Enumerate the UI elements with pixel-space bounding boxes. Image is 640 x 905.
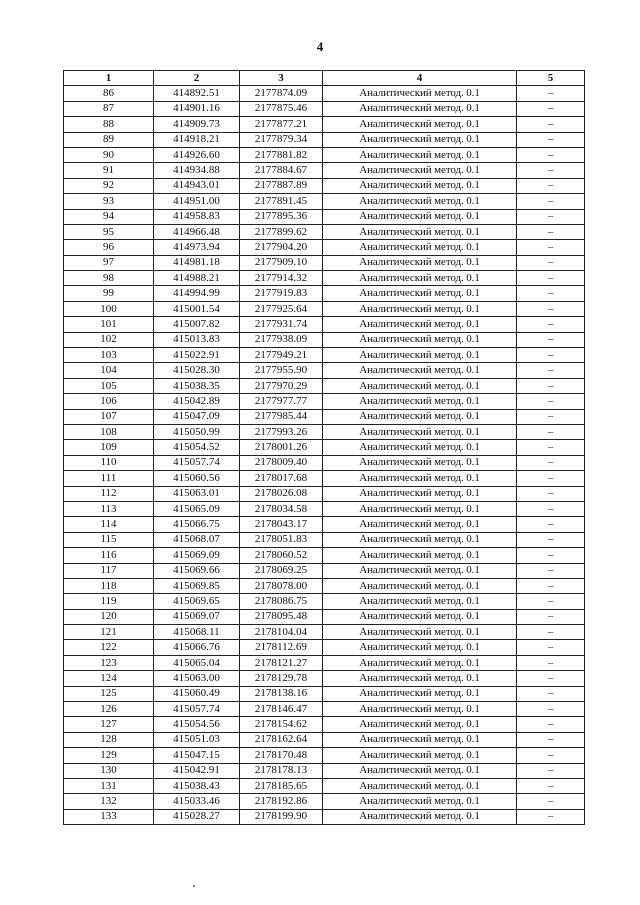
note-cell: – (517, 717, 585, 732)
note-cell: – (517, 440, 585, 455)
note-cell: – (517, 409, 585, 424)
note-cell: – (517, 471, 585, 486)
method-cell: Аналитический метод. 0.1 (323, 471, 517, 486)
x-coordinate-cell: 415050.99 (154, 424, 240, 439)
x-coordinate-cell: 414958.83 (154, 209, 240, 224)
note-cell: – (517, 240, 585, 255)
table-row (64, 363, 585, 378)
note-cell: – (517, 101, 585, 116)
point-number-cell: 100 (64, 301, 154, 316)
y-coordinate-cell: 2177904.20 (240, 240, 323, 255)
table-row (64, 424, 585, 439)
x-coordinate-cell: 414994.99 (154, 286, 240, 301)
method-cell: Аналитический метод. 0.1 (323, 163, 517, 178)
scan-speck (193, 885, 195, 887)
x-coordinate-cell: 415068.11 (154, 625, 240, 640)
x-coordinate-cell: 415069.85 (154, 578, 240, 593)
method-cell: Аналитический метод. 0.1 (323, 194, 517, 209)
point-number-cell: 91 (64, 163, 154, 178)
method-cell: Аналитический метод. 0.1 (323, 578, 517, 593)
note-cell: – (517, 271, 585, 286)
y-coordinate-cell: 2177881.82 (240, 147, 323, 162)
x-coordinate-cell: 415007.82 (154, 317, 240, 332)
method-cell: Аналитический метод. 0.1 (323, 686, 517, 701)
note-cell: – (517, 455, 585, 470)
note-cell: – (517, 378, 585, 393)
table-row (64, 271, 585, 286)
x-coordinate-cell: 414951.00 (154, 194, 240, 209)
y-coordinate-cell: 2178192.86 (240, 794, 323, 809)
x-coordinate-cell: 415065.09 (154, 501, 240, 516)
table-row (64, 163, 585, 178)
table-row (64, 748, 585, 763)
table-row (64, 378, 585, 393)
header-col-4: 4 (323, 71, 517, 86)
point-number-cell: 123 (64, 655, 154, 670)
point-number-cell: 124 (64, 671, 154, 686)
method-cell: Аналитический метод. 0.1 (323, 209, 517, 224)
note-cell: – (517, 424, 585, 439)
table-row (64, 224, 585, 239)
method-cell: Аналитический метод. 0.1 (323, 424, 517, 439)
method-cell: Аналитический метод. 0.1 (323, 409, 517, 424)
table-row (64, 147, 585, 162)
table-row (64, 178, 585, 193)
x-coordinate-cell: 415068.07 (154, 532, 240, 547)
method-cell: Аналитический метод. 0.1 (323, 778, 517, 793)
x-coordinate-cell: 414901.16 (154, 101, 240, 116)
table-row (64, 240, 585, 255)
note-cell: – (517, 809, 585, 824)
table-row (64, 86, 585, 101)
table-row (64, 286, 585, 301)
x-coordinate-cell: 415047.15 (154, 748, 240, 763)
method-cell: Аналитический метод. 0.1 (323, 671, 517, 686)
x-coordinate-cell: 415022.91 (154, 348, 240, 363)
x-coordinate-cell: 414926.60 (154, 147, 240, 162)
note-cell: – (517, 609, 585, 624)
y-coordinate-cell: 2177877.21 (240, 117, 323, 132)
x-coordinate-cell: 415042.91 (154, 763, 240, 778)
y-coordinate-cell: 2177977.77 (240, 394, 323, 409)
table-body (64, 86, 585, 825)
method-cell: Аналитический метод. 0.1 (323, 332, 517, 347)
note-cell: – (517, 532, 585, 547)
method-cell: Аналитический метод. 0.1 (323, 455, 517, 470)
note-cell: – (517, 486, 585, 501)
point-number-cell: 122 (64, 640, 154, 655)
y-coordinate-cell: 2178034.58 (240, 501, 323, 516)
point-number-cell: 131 (64, 778, 154, 793)
note-cell: – (517, 563, 585, 578)
y-coordinate-cell: 2177909.10 (240, 255, 323, 270)
method-cell: Аналитический метод. 0.1 (323, 548, 517, 563)
x-coordinate-cell: 415051.03 (154, 732, 240, 747)
y-coordinate-cell: 2178185.65 (240, 778, 323, 793)
table-row (64, 409, 585, 424)
point-number-cell: 109 (64, 440, 154, 455)
note-cell: – (517, 286, 585, 301)
table-row (64, 717, 585, 732)
note-cell: – (517, 778, 585, 793)
table-row (64, 532, 585, 547)
point-number-cell: 94 (64, 209, 154, 224)
point-number-cell: 119 (64, 594, 154, 609)
y-coordinate-cell: 2178112.69 (240, 640, 323, 655)
table-row (64, 778, 585, 793)
x-coordinate-cell: 415038.35 (154, 378, 240, 393)
method-cell: Аналитический метод. 0.1 (323, 394, 517, 409)
note-cell: – (517, 763, 585, 778)
table-row (64, 317, 585, 332)
x-coordinate-cell: 415013.83 (154, 332, 240, 347)
y-coordinate-cell: 2177899.62 (240, 224, 323, 239)
y-coordinate-cell: 2178146.47 (240, 702, 323, 717)
point-number-cell: 121 (64, 625, 154, 640)
method-cell: Аналитический метод. 0.1 (323, 609, 517, 624)
table-row (64, 517, 585, 532)
y-coordinate-cell: 2178121.27 (240, 655, 323, 670)
x-coordinate-cell: 415054.52 (154, 440, 240, 455)
x-coordinate-cell: 414943.01 (154, 178, 240, 193)
table-row (64, 194, 585, 209)
point-number-cell: 101 (64, 317, 154, 332)
point-number-cell: 115 (64, 532, 154, 547)
x-coordinate-cell: 415057.74 (154, 702, 240, 717)
table-row (64, 640, 585, 655)
point-number-cell: 114 (64, 517, 154, 532)
point-number-cell: 93 (64, 194, 154, 209)
y-coordinate-cell: 2177938.09 (240, 332, 323, 347)
header-col-3: 3 (240, 71, 323, 86)
method-cell: Аналитический метод. 0.1 (323, 517, 517, 532)
table-row (64, 117, 585, 132)
note-cell: – (517, 625, 585, 640)
method-cell: Аналитический метод. 0.1 (323, 794, 517, 809)
method-cell: Аналитический метод. 0.1 (323, 301, 517, 316)
y-coordinate-cell: 2178017.68 (240, 471, 323, 486)
point-number-cell: 107 (64, 409, 154, 424)
y-coordinate-cell: 2178026.08 (240, 486, 323, 501)
point-number-cell: 120 (64, 609, 154, 624)
method-cell: Аналитический метод. 0.1 (323, 317, 517, 332)
point-number-cell: 112 (64, 486, 154, 501)
point-number-cell: 88 (64, 117, 154, 132)
note-cell: – (517, 517, 585, 532)
point-number-cell: 98 (64, 271, 154, 286)
note-cell: – (517, 224, 585, 239)
y-coordinate-cell: 2178138.16 (240, 686, 323, 701)
method-cell: Аналитический метод. 0.1 (323, 532, 517, 547)
y-coordinate-cell: 2177914.32 (240, 271, 323, 286)
note-cell: – (517, 86, 585, 101)
table-row (64, 625, 585, 640)
header-col-5: 5 (517, 71, 585, 86)
method-cell: Аналитический метод. 0.1 (323, 132, 517, 147)
note-cell: – (517, 686, 585, 701)
point-number-cell: 126 (64, 702, 154, 717)
x-coordinate-cell: 414918.21 (154, 132, 240, 147)
x-coordinate-cell: 415057.74 (154, 455, 240, 470)
y-coordinate-cell: 2177949.21 (240, 348, 323, 363)
point-number-cell: 127 (64, 717, 154, 732)
y-coordinate-cell: 2178043.17 (240, 517, 323, 532)
method-cell: Аналитический метод. 0.1 (323, 640, 517, 655)
y-coordinate-cell: 2177955.90 (240, 363, 323, 378)
method-cell: Аналитический метод. 0.1 (323, 763, 517, 778)
table-row (64, 609, 585, 624)
x-coordinate-cell: 415069.66 (154, 563, 240, 578)
point-number-cell: 103 (64, 348, 154, 363)
y-coordinate-cell: 2177993.26 (240, 424, 323, 439)
note-cell: – (517, 301, 585, 316)
table-row (64, 809, 585, 824)
method-cell: Аналитический метод. 0.1 (323, 748, 517, 763)
y-coordinate-cell: 2177931.74 (240, 317, 323, 332)
x-coordinate-cell: 414966.48 (154, 224, 240, 239)
table-row (64, 209, 585, 224)
note-cell: – (517, 548, 585, 563)
method-cell: Аналитический метод. 0.1 (323, 363, 517, 378)
x-coordinate-cell: 415028.30 (154, 363, 240, 378)
table-row (64, 332, 585, 347)
table-row (64, 763, 585, 778)
table-row (64, 594, 585, 609)
point-number-cell: 111 (64, 471, 154, 486)
x-coordinate-cell: 415047.09 (154, 409, 240, 424)
table-row (64, 255, 585, 270)
table-row (64, 686, 585, 701)
method-cell: Аналитический метод. 0.1 (323, 224, 517, 239)
point-number-cell: 128 (64, 732, 154, 747)
x-coordinate-cell: 415069.65 (154, 594, 240, 609)
x-coordinate-cell: 414988.21 (154, 271, 240, 286)
point-number-cell: 108 (64, 424, 154, 439)
point-number-cell: 87 (64, 101, 154, 116)
note-cell: – (517, 163, 585, 178)
method-cell: Аналитический метод. 0.1 (323, 378, 517, 393)
y-coordinate-cell: 2178086.75 (240, 594, 323, 609)
x-coordinate-cell: 415063.01 (154, 486, 240, 501)
note-cell: – (517, 394, 585, 409)
method-cell: Аналитический метод. 0.1 (323, 255, 517, 270)
note-cell: – (517, 332, 585, 347)
method-cell: Аналитический метод. 0.1 (323, 501, 517, 516)
y-coordinate-cell: 2178051.83 (240, 532, 323, 547)
table-row (64, 132, 585, 147)
note-cell: – (517, 702, 585, 717)
y-coordinate-cell: 2178095.48 (240, 609, 323, 624)
point-number-cell: 132 (64, 794, 154, 809)
table-row (64, 578, 585, 593)
y-coordinate-cell: 2178009.40 (240, 455, 323, 470)
method-cell: Аналитический метод. 0.1 (323, 117, 517, 132)
method-cell: Аналитический метод. 0.1 (323, 702, 517, 717)
note-cell: – (517, 117, 585, 132)
x-coordinate-cell: 415069.09 (154, 548, 240, 563)
y-coordinate-cell: 2178129.78 (240, 671, 323, 686)
note-cell: – (517, 209, 585, 224)
point-number-cell: 102 (64, 332, 154, 347)
point-number-cell: 118 (64, 578, 154, 593)
note-cell: – (517, 194, 585, 209)
method-cell: Аналитический метод. 0.1 (323, 594, 517, 609)
x-coordinate-cell: 415033.46 (154, 794, 240, 809)
note-cell: – (517, 640, 585, 655)
method-cell: Аналитический метод. 0.1 (323, 717, 517, 732)
y-coordinate-cell: 2178104.04 (240, 625, 323, 640)
point-number-cell: 95 (64, 224, 154, 239)
x-coordinate-cell: 414892.51 (154, 86, 240, 101)
point-number-cell: 110 (64, 455, 154, 470)
header-col-2: 2 (154, 71, 240, 86)
y-coordinate-cell: 2177887.89 (240, 178, 323, 193)
point-number-cell: 116 (64, 548, 154, 563)
x-coordinate-cell: 415060.49 (154, 686, 240, 701)
x-coordinate-cell: 415063.00 (154, 671, 240, 686)
table-row (64, 702, 585, 717)
y-coordinate-cell: 2178199.90 (240, 809, 323, 824)
table-row (64, 671, 585, 686)
method-cell: Аналитический метод. 0.1 (323, 655, 517, 670)
header-col-1: 1 (64, 71, 154, 86)
x-coordinate-cell: 415038.43 (154, 778, 240, 793)
point-number-cell: 106 (64, 394, 154, 409)
point-number-cell: 117 (64, 563, 154, 578)
note-cell: – (517, 671, 585, 686)
y-coordinate-cell: 2177874.09 (240, 86, 323, 101)
x-coordinate-cell: 415065.04 (154, 655, 240, 670)
note-cell: – (517, 147, 585, 162)
point-number-cell: 104 (64, 363, 154, 378)
x-coordinate-cell: 415054.56 (154, 717, 240, 732)
method-cell: Аналитический метод. 0.1 (323, 563, 517, 578)
method-cell: Аналитический метод. 0.1 (323, 625, 517, 640)
page-number: 4 (316, 39, 324, 54)
x-coordinate-cell: 415069.07 (154, 609, 240, 624)
table-row (64, 101, 585, 116)
note-cell: – (517, 794, 585, 809)
note-cell: – (517, 348, 585, 363)
y-coordinate-cell: 2177879.34 (240, 132, 323, 147)
x-coordinate-cell: 415060.56 (154, 471, 240, 486)
method-cell: Аналитический метод. 0.1 (323, 240, 517, 255)
point-number-cell: 129 (64, 748, 154, 763)
point-number-cell: 133 (64, 809, 154, 824)
y-coordinate-cell: 2177891.45 (240, 194, 323, 209)
y-coordinate-cell: 2178078.00 (240, 578, 323, 593)
point-number-cell: 105 (64, 378, 154, 393)
table-row (64, 348, 585, 363)
point-number-cell: 130 (64, 763, 154, 778)
table-row (64, 563, 585, 578)
y-coordinate-cell: 2177884.67 (240, 163, 323, 178)
method-cell: Аналитический метод. 0.1 (323, 809, 517, 824)
y-coordinate-cell: 2178069.25 (240, 563, 323, 578)
y-coordinate-cell: 2177875.46 (240, 101, 323, 116)
y-coordinate-cell: 2177925.64 (240, 301, 323, 316)
table-row (64, 440, 585, 455)
table-row (64, 794, 585, 809)
point-number-cell: 99 (64, 286, 154, 301)
method-cell: Аналитический метод. 0.1 (323, 486, 517, 501)
point-number-cell: 86 (64, 86, 154, 101)
x-coordinate-cell: 415066.76 (154, 640, 240, 655)
x-coordinate-cell: 414909.73 (154, 117, 240, 132)
note-cell: – (517, 178, 585, 193)
point-number-cell: 90 (64, 147, 154, 162)
note-cell: – (517, 132, 585, 147)
method-cell: Аналитический метод. 0.1 (323, 147, 517, 162)
note-cell: – (517, 578, 585, 593)
x-coordinate-cell: 415028.27 (154, 809, 240, 824)
method-cell: Аналитический метод. 0.1 (323, 271, 517, 286)
y-coordinate-cell: 2177895.36 (240, 209, 323, 224)
y-coordinate-cell: 2178178.13 (240, 763, 323, 778)
point-number-cell: 125 (64, 686, 154, 701)
x-coordinate-cell: 415001.54 (154, 301, 240, 316)
note-cell: – (517, 255, 585, 270)
method-cell: Аналитический метод. 0.1 (323, 348, 517, 363)
note-cell: – (517, 748, 585, 763)
table-row (64, 301, 585, 316)
method-cell: Аналитический метод. 0.1 (323, 178, 517, 193)
note-cell: – (517, 317, 585, 332)
point-number-cell: 92 (64, 178, 154, 193)
table-row (64, 394, 585, 409)
table-row (64, 732, 585, 747)
table-row (64, 471, 585, 486)
y-coordinate-cell: 2178170.48 (240, 748, 323, 763)
point-number-cell: 97 (64, 255, 154, 270)
note-cell: – (517, 732, 585, 747)
x-coordinate-cell: 414934.88 (154, 163, 240, 178)
y-coordinate-cell: 2177985.44 (240, 409, 323, 424)
method-cell: Аналитический метод. 0.1 (323, 101, 517, 116)
method-cell: Аналитический метод. 0.1 (323, 732, 517, 747)
point-number-cell: 113 (64, 501, 154, 516)
y-coordinate-cell: 2178060.52 (240, 548, 323, 563)
y-coordinate-cell: 2178154.62 (240, 717, 323, 732)
table-row (64, 455, 585, 470)
y-coordinate-cell: 2178162.64 (240, 732, 323, 747)
x-coordinate-cell: 414973.94 (154, 240, 240, 255)
header-row (64, 71, 585, 86)
y-coordinate-cell: 2178001.26 (240, 440, 323, 455)
coordinates-table (63, 70, 585, 825)
table-row (64, 486, 585, 501)
method-cell: Аналитический метод. 0.1 (323, 286, 517, 301)
x-coordinate-cell: 415066.75 (154, 517, 240, 532)
table-header (64, 71, 585, 86)
note-cell: – (517, 655, 585, 670)
x-coordinate-cell: 414981.18 (154, 255, 240, 270)
point-number-cell: 96 (64, 240, 154, 255)
point-number-cell: 89 (64, 132, 154, 147)
y-coordinate-cell: 2177970.29 (240, 378, 323, 393)
y-coordinate-cell: 2177919.83 (240, 286, 323, 301)
table-row (64, 655, 585, 670)
table-row (64, 501, 585, 516)
method-cell: Аналитический метод. 0.1 (323, 86, 517, 101)
table-row (64, 548, 585, 563)
method-cell: Аналитический метод. 0.1 (323, 440, 517, 455)
note-cell: – (517, 363, 585, 378)
note-cell: – (517, 594, 585, 609)
x-coordinate-cell: 415042.89 (154, 394, 240, 409)
note-cell: – (517, 501, 585, 516)
